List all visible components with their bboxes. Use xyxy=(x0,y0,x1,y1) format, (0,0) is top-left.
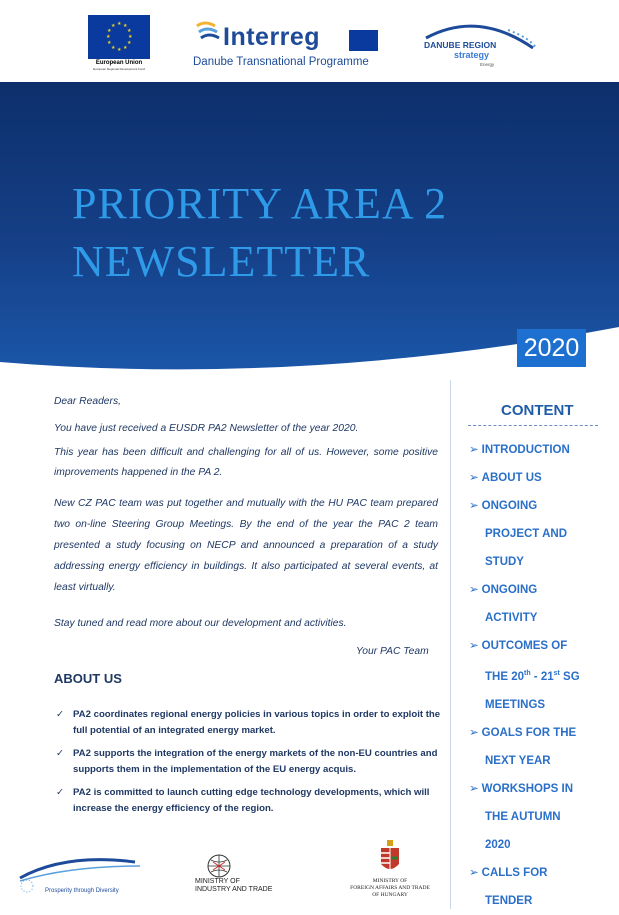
toc-label: THE 20 xyxy=(485,670,524,683)
about-item-2: PA2 supports the integration of the energy markets of the non-EU countries and supports them in the implementation of the EU energy acquis. xyxy=(73,748,438,775)
toc-item-workshops[interactable] xyxy=(469,775,619,803)
intro-paragraph-1: You have just received a EUSDR PA2 Newsletter of the year 2020. xyxy=(54,423,359,434)
arrow-icon: ➢ xyxy=(469,500,479,512)
intro-paragraph-2: This year has been difficult and challenging for all of us. However, some positive improvements happened in the PA 2. xyxy=(54,447,438,478)
toc-label: STUDY xyxy=(485,556,524,568)
toc-item-outcomes-cont[interactable] xyxy=(469,660,619,691)
about-item-1: PA2 coordinates regional energy policies in various topics in order to exploit the full potential of an integrated energy market. xyxy=(73,709,441,736)
toc-label: - 21 xyxy=(530,670,554,683)
content-heading: CONTENT xyxy=(501,402,574,419)
toc-item-ongoing-project-cont[interactable] xyxy=(469,520,619,548)
toc-item-calls[interactable] xyxy=(469,859,619,887)
ministry-industry-line2: INDUSTRY AND TRADE xyxy=(195,886,273,893)
toc-label: ONGOING xyxy=(481,584,538,596)
toc-item-outcomes[interactable] xyxy=(469,632,619,660)
toc-label: CALLS FOR xyxy=(481,866,548,879)
toc-label: TENDER xyxy=(485,894,533,907)
arrow-icon: ➢ xyxy=(469,782,479,795)
toc-label: INTRODUCTION xyxy=(481,444,570,456)
eusdr-footer-logo xyxy=(15,848,160,898)
svg-text:★: ★ xyxy=(107,40,112,46)
footer-logo1-text: Prosperity through Diversity xyxy=(45,888,119,894)
toc-item-ongoing-activity[interactable] xyxy=(469,576,619,604)
danube-region-logo xyxy=(418,18,538,70)
content-divider xyxy=(468,425,598,426)
about-item-3: PA2 is committed to launch cutting edge technology developments, which will increase the energy efficiency of the region. xyxy=(73,787,430,814)
ministry-foreign-line2: FOREIGN AFFAIRS AND TRADE xyxy=(350,885,430,891)
eu-label: European Union xyxy=(95,60,143,66)
toc-label: OUTCOMES OF xyxy=(481,640,568,652)
toc-label: ABOUT US xyxy=(481,472,542,484)
eu-flag-icon xyxy=(88,15,150,59)
svg-text:★: ★ xyxy=(111,23,116,29)
toc-sup: st xyxy=(553,670,560,677)
arrow-icon: ➢ xyxy=(469,444,479,456)
svg-text:★: ★ xyxy=(128,34,133,40)
interreg-subtitle: Danube Transnational Programme xyxy=(193,56,369,68)
check-icon: ✓ xyxy=(56,748,65,759)
toc-item-outcomes-cont[interactable] xyxy=(469,691,619,719)
content-sidebar xyxy=(450,380,619,909)
svg-text:★: ★ xyxy=(127,28,132,34)
toc-item-ongoing-project-cont[interactable] xyxy=(469,548,619,576)
toc-label: ONGOING xyxy=(481,500,538,512)
toc-item-ongoing-activity-cont[interactable] xyxy=(469,604,619,632)
toc-label: ACTIVITY xyxy=(485,612,538,624)
toc-item-ongoing-project[interactable] xyxy=(469,492,619,520)
year-badge: 2020 xyxy=(517,329,586,367)
toc-item-about-us[interactable] xyxy=(469,464,619,492)
svg-text:★: ★ xyxy=(127,40,132,46)
list-item xyxy=(56,707,441,739)
interreg-logo xyxy=(193,18,383,73)
intro-paragraph-4: Stay tuned and read more about our development and activities. xyxy=(54,618,347,629)
arrow-icon: ➢ xyxy=(469,726,479,739)
interreg-title: Interreg xyxy=(223,23,321,51)
title-line-2: NEWSLETTER xyxy=(72,237,371,286)
toc-label: NEXT YEAR xyxy=(485,754,551,767)
svg-text:★: ★ xyxy=(106,34,111,40)
eu-sublabel: European Regional Development Fund xyxy=(93,67,145,71)
svg-text:★: ★ xyxy=(123,45,128,51)
ministry-foreign-line3: OF HUNGARY xyxy=(372,892,408,898)
newsletter-title xyxy=(72,175,552,291)
toc-label: THE AUTUMN xyxy=(485,810,561,823)
about-us-list xyxy=(56,707,441,824)
eu-logo xyxy=(88,15,150,71)
list-item xyxy=(56,746,441,778)
toc-item-introduction[interactable] xyxy=(469,436,619,464)
ministry-foreign-affairs-logo xyxy=(335,840,445,905)
toc-label: WORKSHOPS IN xyxy=(481,782,574,795)
list-item xyxy=(56,785,441,817)
toc-sup: th xyxy=(524,670,531,677)
toc-item-workshops-cont[interactable] xyxy=(469,803,619,831)
toc-item-goals-cont[interactable] xyxy=(469,747,619,775)
toc-item-workshops-cont[interactable] xyxy=(469,831,619,859)
toc-label: GOALS FOR THE xyxy=(481,726,577,739)
interreg-eu-flag-icon xyxy=(349,30,378,51)
danube-line2: strategy xyxy=(454,50,490,60)
svg-text:★: ★ xyxy=(111,45,116,51)
danube-arc-icon xyxy=(418,18,538,70)
about-us-heading: ABOUT US xyxy=(54,671,122,686)
arrow-icon: ➢ xyxy=(469,640,479,652)
ministry-foreign-line1: MINISTRY OF xyxy=(372,878,408,884)
toc-item-calls-cont[interactable] xyxy=(469,887,619,915)
ministry-industry-logo xyxy=(185,852,285,902)
toc-label: 2020 xyxy=(485,838,511,851)
check-icon: ✓ xyxy=(56,787,65,798)
salutation: Dear Readers, xyxy=(54,396,121,407)
interreg-waves-icon xyxy=(193,18,223,48)
danube-line3: Energy xyxy=(480,62,495,67)
toc-item-goals[interactable] xyxy=(469,719,619,747)
toc-label: PROJECT AND xyxy=(485,528,567,540)
arrow-icon: ➢ xyxy=(469,584,479,596)
svg-text:★: ★ xyxy=(117,21,122,27)
svg-text:★: ★ xyxy=(123,23,128,29)
toc-label: MEETINGS xyxy=(485,698,546,711)
hungary-coat-of-arms-icon xyxy=(378,840,402,876)
toc-label: SG xyxy=(559,670,580,683)
signature: Your PAC Team xyxy=(356,646,429,657)
ministry-industry-line1: MINISTRY OF xyxy=(195,878,240,885)
svg-text:★: ★ xyxy=(107,28,112,34)
header-logos xyxy=(0,0,619,82)
arrow-icon: ➢ xyxy=(469,866,479,879)
arrow-icon: ➢ xyxy=(469,472,479,484)
intro-paragraph-3: New CZ PAC team was put together and mutually with the HU PAC team prepared two on-line Steering Group Meetings. By the end of the year the PAC 2 team presented a study focusing on NECP and announced a preparation of a study addressing energy efficiency in buildings. It also participated at several events, at least virtually. xyxy=(54,498,438,593)
danube-line1: DANUBE REGION xyxy=(424,40,497,50)
table-of-contents xyxy=(469,436,619,915)
globe-icon xyxy=(199,852,239,878)
check-icon: ✓ xyxy=(56,709,65,720)
title-line-1: PRIORITY AREA 2 xyxy=(72,179,448,228)
svg-text:★: ★ xyxy=(117,47,122,53)
